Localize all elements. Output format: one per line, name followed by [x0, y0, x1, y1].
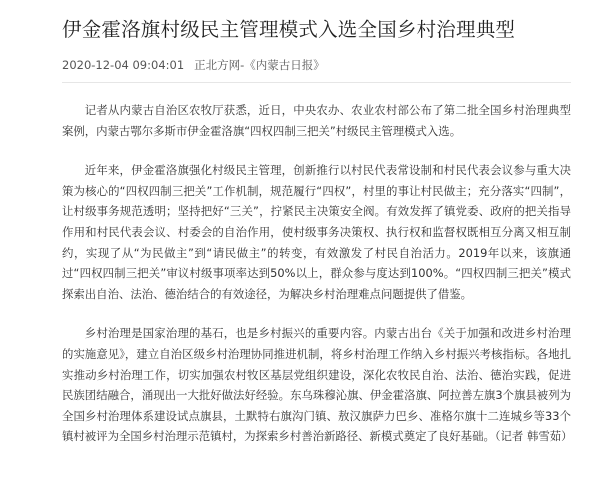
article-paragraph-2: 近年来，伊金霍洛旗强化村级民主管理，创新推行以村民代表常设制和村民代表会议参与重大决策为核心的“四权四制三把关”工作机制，规范履行“四权”，村里的事让村民做主；充分落实“四制”，让村级事务规范透明；坚持把好“三关”，拧紧民主决策安全阀。有效发挥了镇党委、政府的把关指导作用和村民代表会议、村委会的自治作用，使村级事务决策权、执行权和监督权既相互分离又相互制约，实现了从“为民做主”到“请民做主”的转变，有效激发了村民自治活力。2019年以来，该旗通过“四权四制三把关”审议村级事项率达到50%以上，群众参与度达到100%。“四权四制三把关”模式探索出自治、法治、德治结合的有效途径，为解决乡村治理难点问题提供了借鉴。 [62, 163, 571, 301]
article-paragraph-3: 乡村治理是国家治理的基石，也是乡村振兴的重要内容。内蒙古出台《关于加强和改进乡村治理的实施意见》，建立自治区级乡村治理协同推进机制，将乡村治理工作纳入乡村振兴考核指标。各地扎实推动乡村治理工作，切实加强农村牧区基层党组织建设，深化农牧民自治、法治、德治实践，促进民族团结融合，涌现出一大批好做法好经验。东乌珠穆沁旗、伊金霍洛旗、阿拉善左旗3个旗县被列为全国乡村治理体系建设试点旗县，土默特右旗沟门镇、敖汉旗萨力巴乡、准格尔旗十二连城乡等33个镇村被评为全国乡村治理示范镇村，为探索乡村善治新路径、新模式奠定了良好基础。（记者 韩雪茹） [62, 326, 573, 444]
publish-datetime: 2020-12-04 09:04:01 [62, 58, 185, 72]
title-divider [62, 82, 571, 83]
article-title: 伊金霍洛旗村级民主管理模式入选全国乡村治理典型 [62, 18, 516, 41]
article-paragraph-1: 记者从内蒙古自治区农牧厅获悉，近日，中央农办、农业农村部公布了第二批全国乡村治理典型案例，内蒙古鄂尔多斯市伊金霍洛旗“四权四制三把关”村级民主管理模式入选。 [62, 103, 571, 138]
article-source: 正北方网-《内蒙古日报》 [194, 58, 325, 72]
article-meta [62, 57, 571, 73]
